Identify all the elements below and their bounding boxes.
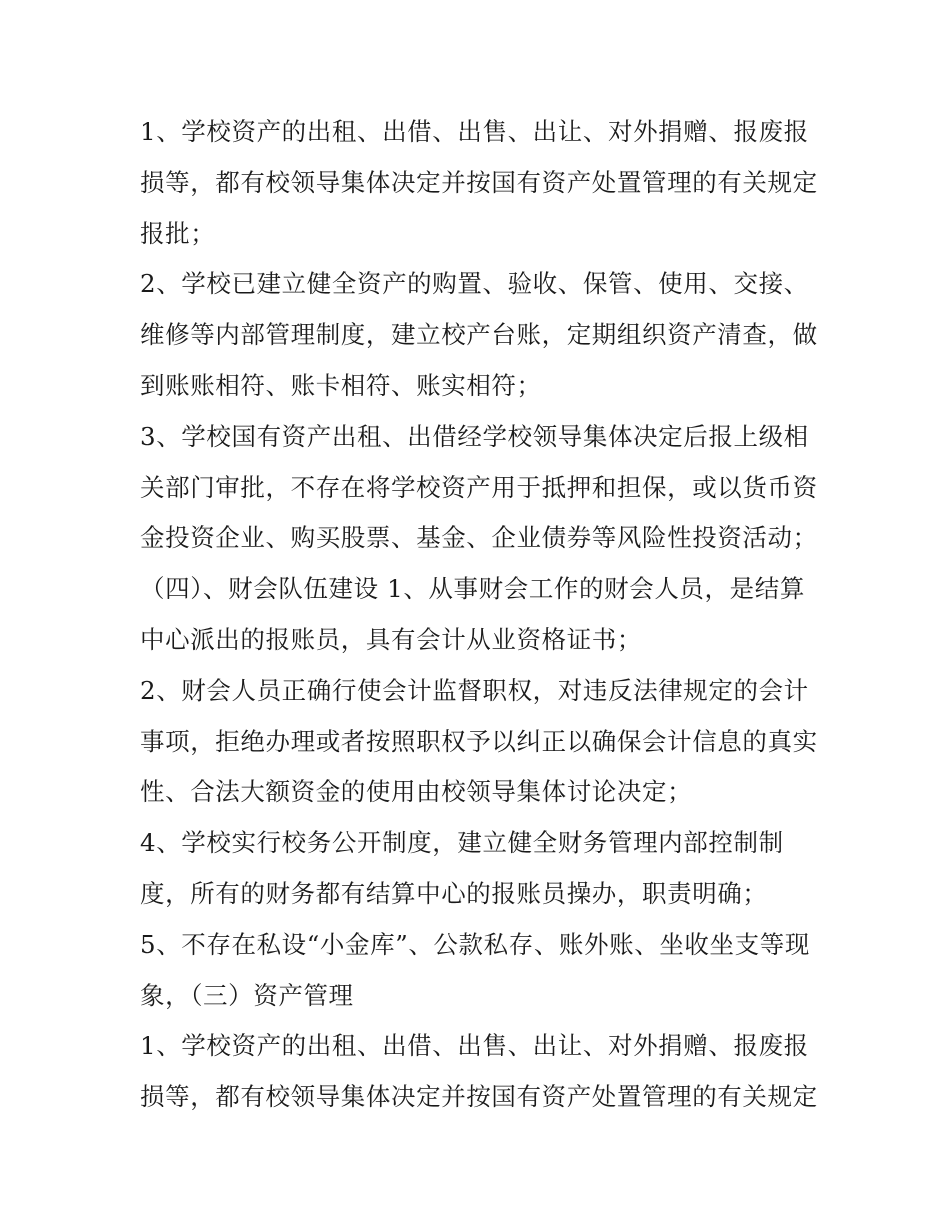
text-line: （四）、财会队伍建设 1、从事财会工作的财会人员，是结算 — [140, 574, 805, 604]
text-line: 2、学校已建立健全资产的购置、验收、保管、使用、交接、 — [140, 269, 809, 299]
text-line: 损等，都有校领导集体决定并按国有资产处置管理的有关规定 — [140, 1082, 818, 1112]
text-line: 到账账相符、账卡相符、账实相符； — [140, 370, 542, 400]
text-line: 2、财会人员正确行使会计监督职权，对违反法律规定的会计 — [140, 675, 809, 705]
text-line: 维修等内部管理制度，建立校产台账，定期组织资产清查，做 — [140, 320, 818, 350]
text-line: 事项，拒绝办理或者按照职权予以纠正以确保会计信息的真实 — [140, 726, 818, 756]
text-line: 5、不存在私设“小金库”、公款私存、账外账、坐收坐支等现 — [140, 929, 810, 959]
document-body — [140, 107, 820, 1123]
text-line: 报批； — [140, 218, 216, 248]
text-line: 金投资企业、购买股票、基金、企业债券等风险性投资活动； — [140, 523, 818, 553]
text-line: 中心派出的报账员，具有会计从业资格证书； — [140, 624, 642, 654]
text-line: 损等，都有校领导集体决定并按国有资产处置管理的有关规定 — [140, 167, 818, 197]
text-line: 性、合法大额资金的使用由校领导集体讨论决定； — [140, 777, 693, 807]
text-line: 象，（三）资产管理 — [140, 980, 354, 1010]
text-line: 1、学校资产的出租、出借、出售、出让、对外捐赠、报废报 — [140, 117, 809, 146]
text-line: 3、学校国有资产出租、出借经学校领导集体决定后报上级相 — [140, 421, 809, 451]
text-line: 1、学校资产的出租、出借、出售、出让、对外捐赠、报废报 — [140, 1031, 809, 1061]
text-line: 关部门审批，不存在将学校资产用于抵押和担保，或以货币资 — [140, 472, 818, 502]
text-line: 度，所有的财务都有结算中心的报账员操办，职责明确； — [140, 878, 768, 908]
text-line: 4、学校实行校务公开制度，建立健全财务管理内部控制制 — [140, 828, 784, 858]
